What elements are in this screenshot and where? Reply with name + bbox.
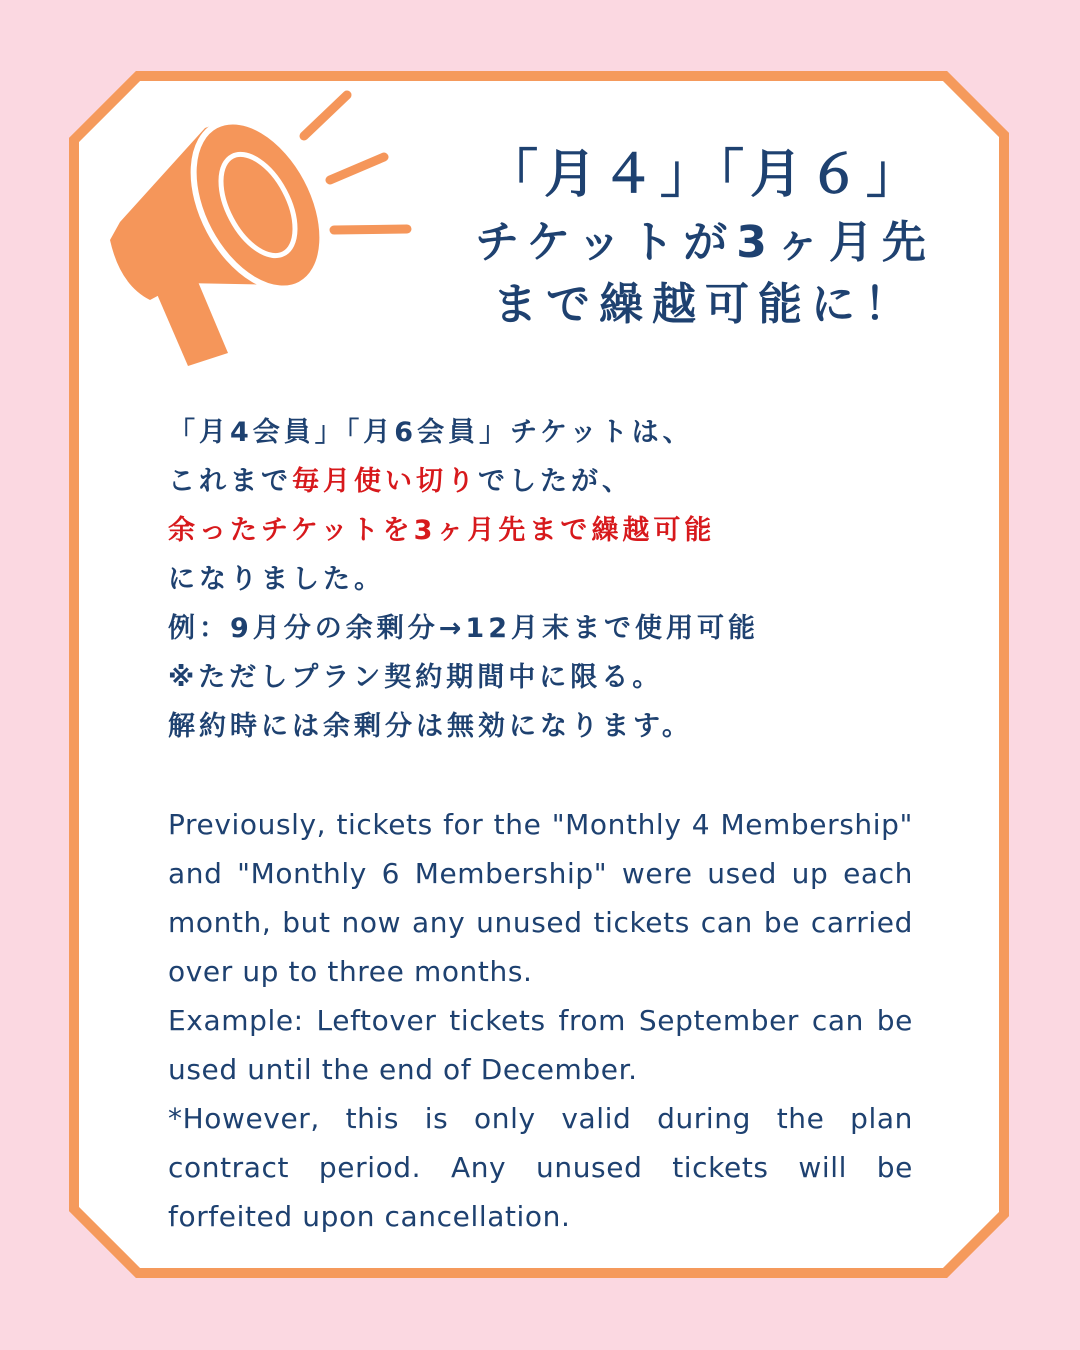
jp-line-3-highlight: 余ったチケットを3ヶ月先まで繰越可能 — [168, 515, 716, 546]
jp-line-6: ※ただしプラン契約期間中に限る。 — [168, 662, 664, 693]
english-body — [168, 800, 913, 1241]
jp-line-2 — [168, 457, 928, 506]
jp-line-7: 解約時には余剰分は無効になります。 — [168, 711, 693, 742]
jp-line-4: になりました。 — [168, 564, 385, 595]
en-paragraph-3: *However, this is only valid during the plan contract period. Any unused tickets will be forfeited upon cancellation. — [168, 1102, 913, 1233]
headline-line-3: まで繰越可能に！ — [493, 279, 917, 330]
headline — [420, 138, 990, 336]
sound-line-bottom — [334, 229, 407, 230]
jp-line-2-highlight: 毎月使い切り — [292, 466, 478, 497]
en-paragraph-1: Previously, tickets for the "Monthly 4 Membership" and "Monthly 6 Membership" were used up each month, but now any unused tickets can be carried over up to three months. — [168, 808, 913, 988]
jp-line-1: 「月4会員」「月6会員」チケットは、 — [168, 417, 694, 448]
jp-line-2-pre: これまで — [168, 466, 292, 497]
sound-line-top — [304, 95, 347, 136]
jp-line-2-post: でしたが、 — [478, 466, 633, 497]
headline-line-1: 「月４」「月６」 — [485, 145, 924, 205]
megaphone-icon — [100, 85, 420, 375]
en-paragraph-2: Example: Leftover tickets from September can be used until the end of December. — [168, 1004, 913, 1086]
jp-line-5: 例：9月分の余剰分→12月末まで使用可能 — [168, 613, 759, 644]
headline-line-2: チケットが3ヶ月先 — [475, 217, 935, 268]
sound-line-middle — [330, 157, 384, 180]
japanese-body — [168, 408, 928, 751]
